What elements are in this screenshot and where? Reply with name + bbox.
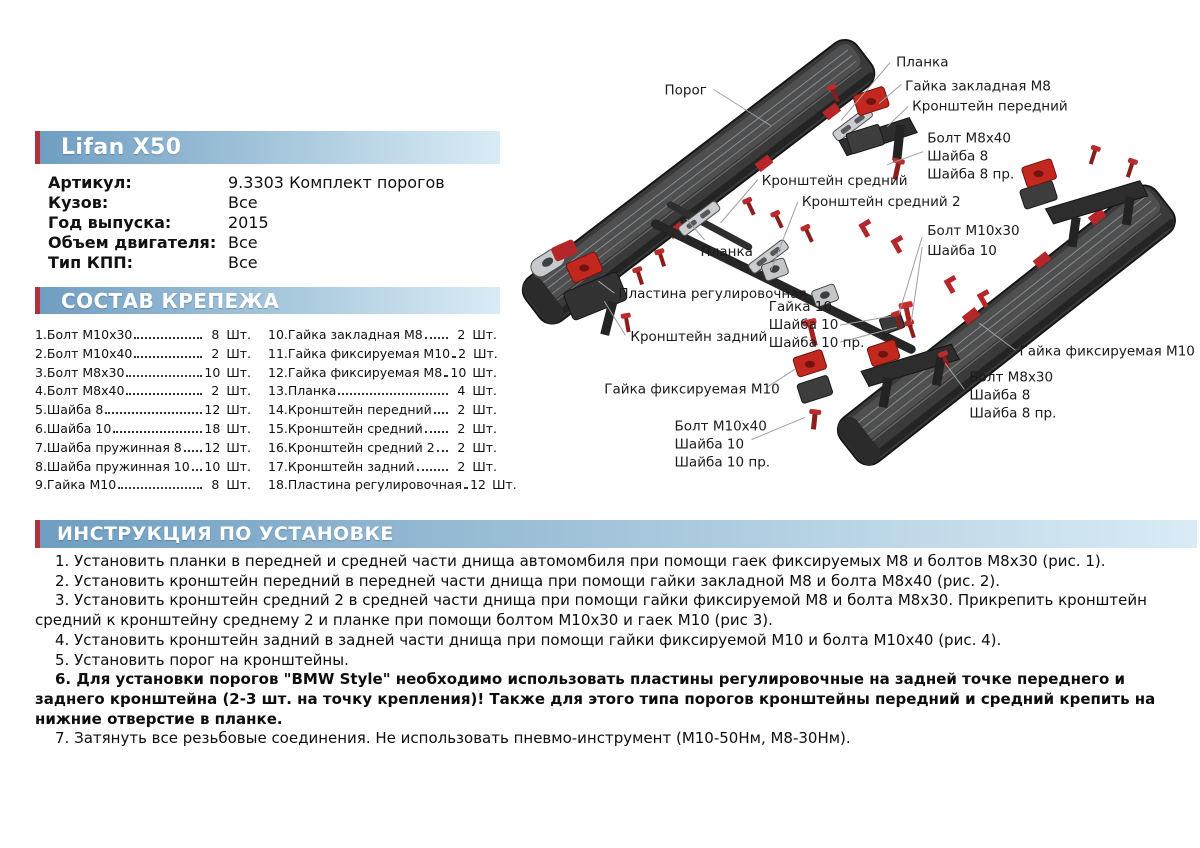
dotted-leader — [192, 458, 203, 471]
field-label: Год выпуска: — [48, 213, 172, 232]
part-unit: Шт. — [226, 477, 251, 493]
hardware-col-1 — [35, 326, 251, 495]
part-row — [268, 420, 497, 439]
part-name: 6.Шайба 10 — [35, 420, 112, 436]
part-row — [35, 364, 251, 383]
bolt-part — [1123, 157, 1138, 178]
diagram-label-porog: Порог — [664, 82, 707, 99]
product-title: Lifan X50 — [61, 135, 182, 160]
field-label: Артикул: — [48, 173, 132, 192]
product-title-bar — [35, 131, 500, 164]
part-qty: 10 — [204, 458, 221, 474]
dotted-leader — [444, 364, 448, 377]
part-unit: Шт. — [226, 420, 251, 436]
part-unit: Шт. — [226, 439, 251, 455]
diagram-label-shayba-10-c: Шайба 10 — [674, 436, 745, 453]
hardware-title: СОСТАВ КРЕПЕЖА — [61, 288, 280, 313]
diagram-label-gaika-fiksiruemaya-m10-right: Гайка фиксируемая М10 — [1019, 343, 1195, 360]
product-field-god-vypuska — [48, 213, 500, 233]
part-name: 14.Кронштейн передний — [268, 402, 432, 418]
field-value: Все — [228, 193, 258, 212]
part-unit: Шт. — [472, 327, 497, 342]
part-unit: Шт. — [226, 364, 251, 380]
field-label: Кузов: — [48, 193, 109, 212]
part-row — [268, 382, 497, 401]
dotted-leader — [126, 364, 202, 377]
dotted-leader — [417, 458, 449, 471]
diagram-label-shayba-10-pr-b: Шайба 10 пр. — [768, 335, 865, 352]
part-name: 17.Кронштейн задний — [268, 458, 415, 474]
part-qty: 2 — [211, 345, 220, 361]
hardware-col-2 — [268, 326, 517, 495]
part-name: 11.Гайка фиксируемая М10 — [268, 345, 451, 361]
diagram-label-gaika-fiksiruemaya-m10-left: Гайка фиксируемая М10 — [604, 381, 780, 398]
part-qty: 10 — [450, 364, 467, 380]
part-name: 3.Болт М8х30 — [35, 364, 125, 380]
diagram-label-bolt-m10x40: Болт М10х40 — [674, 418, 767, 435]
instruction-step-4: 4. Установить кронштейн задний в задней части днища при помощи гайки фиксируемой М10 и болта М10х40 (рис. 4). — [55, 630, 1002, 649]
diagram-label-planka-mid: Планка — [700, 243, 753, 260]
instructions-title: ИНСТРУКЦИЯ ПО УСТАНОВКЕ — [57, 523, 394, 545]
field-label: Тип КПП: — [48, 253, 134, 272]
part-unit: Шт. — [472, 402, 497, 418]
part-qty: 8 — [211, 477, 220, 493]
diagram-label-kronshtein-zadniy: Кронштейн задний — [630, 329, 768, 346]
part-name: 9.Гайка М10 — [35, 477, 117, 493]
product-field-kuzov — [48, 193, 500, 213]
part-row — [35, 458, 251, 477]
part-unit: Шт. — [472, 383, 497, 399]
field-value: Все — [228, 253, 258, 272]
part-qty: 2 — [457, 327, 466, 342]
part-qty: 2 — [211, 383, 220, 399]
diagram-label-planka-top: Планка — [896, 54, 949, 71]
dotted-leader — [464, 476, 468, 489]
product-field-obem-dvigatelya — [48, 233, 500, 253]
part-unit: Шт. — [473, 345, 498, 361]
part-row — [268, 458, 497, 477]
part-row — [35, 382, 251, 401]
instruction-step-3: 3. Установить кронштейн средний 2 в средней части днища при помощи гайки фиксируемой М8 и болта М8х30. Прикрепить кронштейн средний к кронштейну среднему 2 и планке при помощи болтом М10х30 и гаек М10 (рис 3). — [35, 591, 1147, 630]
part-qty: 8 — [211, 327, 220, 342]
dotted-leader — [425, 326, 449, 339]
dotted-leader — [434, 401, 449, 414]
part-name: 13.Планка — [268, 383, 337, 399]
diagram-label-shayba-8-b: Шайба 8 — [969, 387, 1031, 404]
part-row — [268, 439, 497, 458]
part-name: 1.Болт М10х30 — [35, 327, 133, 342]
part-row — [35, 420, 251, 439]
field-value: 9.3303 Комплект порогов — [228, 173, 445, 192]
part-unit: Шт. — [472, 364, 497, 380]
hardware-title-bar — [35, 287, 500, 314]
part-qty: 2 — [457, 439, 466, 455]
product-field-tip-kpp — [48, 253, 500, 273]
field-label: Объем двигателя: — [48, 233, 217, 252]
dotted-leader — [118, 476, 202, 489]
dotted-leader — [134, 345, 202, 358]
diagram-label-shayba-8-pr: Шайба 8 пр. — [927, 166, 1015, 183]
instruction-step-1: 1. Установить планки в передней и средней части днища автомомбиля при помощи гаек фиксируемых М8 и болтов М8х30 (рис. 1). — [55, 552, 1106, 570]
diagram-label-gaika-zakladnaya-m8: Гайка закладная М8 — [905, 78, 1051, 95]
part-row — [35, 326, 251, 345]
diagram-label-shayba-10: Шайба 10 — [927, 242, 997, 259]
part-qty: 2 — [457, 402, 466, 418]
part-qty: 10 — [204, 364, 221, 380]
part-qty: 12 — [470, 477, 486, 493]
part-unit: Шт. — [472, 420, 497, 436]
dotted-leader — [126, 382, 202, 395]
part-unit: Шт. — [226, 458, 251, 474]
diagram-label-plastina: Пластина регулировочная — [618, 286, 807, 303]
diagram-label-bolt-m8x40: Болт М8х40 — [927, 130, 1012, 147]
diagram-label-kronshtein-sredniy: Кронштейн средний — [761, 172, 908, 189]
product-field-articul — [48, 173, 500, 193]
part-row — [268, 476, 517, 495]
diagram-label-shayba-8-pr-b: Шайба 8 пр. — [969, 405, 1057, 422]
field-value: Все — [228, 233, 258, 252]
dotted-leader — [134, 326, 202, 339]
part-name: 4.Болт М8х40 — [35, 383, 125, 399]
diagram-label-shayba-8: Шайба 8 — [927, 148, 989, 165]
part-qty: 12 — [204, 402, 221, 418]
part-qty: 2 — [457, 420, 466, 436]
part-unit: Шт. — [226, 402, 251, 418]
instruction-step-6: 6. Для установки порогов "BMW Style" необходимо использовать пластины регулировочные на задней точке переднего и заднего кронштейна (2-3 шт. на точку крепления)! Также для этого типа порогов кронштейны передний и средний крепить на нижние отверстие в планке. — [35, 670, 1156, 728]
part-name: 2.Болт М10х40 — [35, 345, 133, 361]
instructions-list — [35, 552, 1185, 749]
part-qty: 4 — [457, 383, 466, 399]
dotted-leader — [425, 420, 449, 433]
diagram-label-kronshtein-peredniy: Кронштейн передний — [912, 98, 1068, 115]
dotted-leader — [184, 439, 203, 452]
part-name: 8.Шайба пружинная 10 — [35, 458, 190, 474]
diagram-label-bolt-m10x30: Болт М10х30 — [927, 222, 1020, 239]
diagram-label-shayba-10-b: Шайба 10 — [768, 317, 839, 334]
part-qty: 2 — [457, 458, 466, 474]
product-fields — [48, 173, 500, 273]
part-unit: Шт. — [226, 327, 251, 342]
dotted-leader — [452, 345, 456, 358]
part-name: 18.Пластина регулировочная — [268, 477, 463, 493]
bolt-part — [807, 409, 821, 430]
part-row — [35, 345, 251, 364]
part-name: 12.Гайка фиксируемая М8 — [268, 364, 443, 380]
part-row — [35, 401, 251, 420]
part-qty: 12 — [204, 439, 221, 455]
part-qty: 18 — [204, 420, 221, 436]
part-row — [35, 476, 251, 495]
instruction-step-2: 2. Установить кронштейн передний в передней части днища при помощи гайки закладной М8 и болта М8х40 (рис. 2). — [55, 571, 1001, 590]
dotted-leader — [113, 420, 202, 433]
part-unit: Шт. — [472, 439, 497, 455]
part-qty: 2 — [458, 345, 467, 361]
part-unit: Шт. — [492, 477, 517, 493]
part-name: 10.Гайка закладная М8 — [268, 327, 423, 342]
instructions-title-bar — [35, 520, 1197, 548]
part-unit: Шт. — [226, 383, 251, 399]
dotted-leader — [105, 401, 202, 414]
part-name: 16.Кронштейн средний 2 — [268, 439, 435, 455]
diagram-label-kronshtein-sredniy-2: Кронштейн средний 2 — [801, 193, 961, 210]
diagram-label-shayba-10-pr-c: Шайба 10 пр. — [674, 454, 771, 471]
part-row — [268, 326, 497, 345]
field-value: 2015 — [228, 213, 269, 232]
instruction-step-5: 5. Установить порог на кронштейны. — [55, 650, 349, 669]
hardware-list — [35, 326, 517, 495]
part-unit: Шт. — [472, 458, 497, 474]
diagram-label-gaika-10: Гайка 10 — [768, 299, 833, 316]
part-name: 5.Шайба 8 — [35, 402, 104, 418]
installation-diagram — [508, 18, 1200, 510]
bolt-part — [1086, 144, 1101, 165]
part-row — [268, 401, 497, 420]
part-name: 15.Кронштейн средний — [268, 420, 423, 436]
part-row — [268, 345, 497, 364]
dotted-leader — [338, 382, 448, 395]
part-unit: Шт. — [226, 345, 251, 361]
instruction-step-7: 7. Затянуть все резьбовые соединения. Не использовать пневмо-инструмент (М10-50Нм, М8-30Нм). — [55, 729, 851, 748]
part-name: 7.Шайба пружинная 8 — [35, 439, 182, 455]
dotted-leader — [437, 439, 449, 452]
part-row — [35, 439, 251, 458]
part-row — [268, 364, 497, 383]
diagram-label-bolt-m8x30: Болт М8х30 — [969, 369, 1054, 386]
